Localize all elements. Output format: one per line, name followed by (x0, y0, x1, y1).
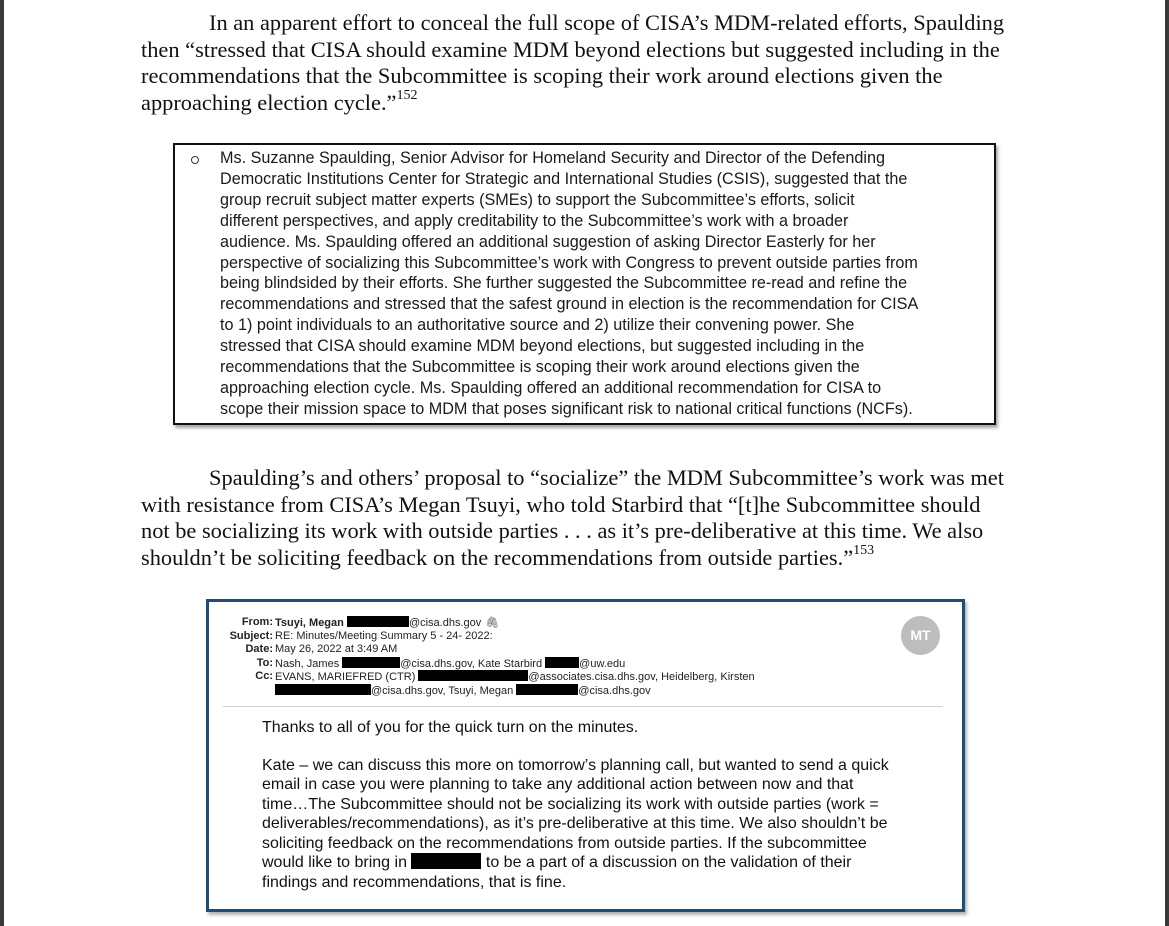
body-paragraph-1 (141, 10, 1031, 116)
excerpt-line: perspective of socializing this Subcommittee’s work with Congress to prevent outside parties from (220, 253, 918, 272)
to-label: To: (256, 656, 273, 669)
redaction-bar (275, 684, 371, 695)
to-value (275, 657, 625, 672)
paragraph-line-text: approaching election cycle.” (141, 89, 397, 115)
cc-value (275, 670, 755, 685)
email-body-text: would like to bring in (262, 854, 407, 871)
email-body-line: email in case you were planning to take any additional action between now and that (262, 776, 854, 793)
email-body-spacer (262, 738, 952, 756)
excerpt-line: being blindsided by their efforts. She further suggested the Subcommittee re-read and refine the (220, 274, 908, 293)
footnote-152[interactable]: 152 (396, 88, 418, 104)
from-value (275, 616, 499, 631)
paperclip-icon: 🖇 (485, 617, 500, 629)
email-body-line: soliciting feedback on the recommendations from outside parties. If the subcommittee (262, 834, 867, 852)
cc-recipient-domain: @cisa.dhs.gov, (371, 684, 446, 697)
email-subject-row (209, 630, 769, 644)
email-header (209, 616, 769, 698)
date-label: Date: (245, 643, 273, 656)
email-body-line (262, 853, 952, 873)
minutes-excerpt-text (220, 148, 988, 420)
paragraph-line: Spaulding’s and others’ proposal to “socialize” the MDM Subcommittee’s work was met (209, 465, 1004, 490)
email-cc-row-continued (209, 684, 769, 698)
email-body-text: to be a part of a discussion on the validation of their (485, 854, 852, 871)
email-body-line: Thanks to all of you for the quick turn on the minutes. (262, 719, 639, 736)
subject-value: RE: Minutes/Meeting Summary 5 - 24- 2022: (275, 629, 493, 642)
header-divider (223, 706, 943, 707)
cc-recipient-domain: @associates.cisa.dhs.gov, (528, 671, 658, 684)
excerpt-line: approaching election cycle. Ms. Spaulding offered an additional recommendation for CISA to (220, 378, 882, 397)
cc-recipient-name[interactable]: EVANS, MARIEFRED (CTR) (275, 671, 416, 684)
paragraph-line: with resistance from CISA’s Megan Tsuyi, who told Starbird that “[t]he Subcommittee should (141, 491, 981, 517)
email-body-line: findings and recommendations, that is fine. (262, 873, 567, 891)
from-label: From: (241, 616, 273, 628)
paragraph-line: recommendations that the Subcommittee is scoping their work around elections given the (141, 63, 943, 88)
cc-label: Cc: (255, 670, 273, 683)
paragraph-line: not be socializing its work with outside parties . . . as it’s pre-deliberative at this time. We also (141, 518, 984, 543)
email-to-row (209, 657, 769, 671)
redaction-bar (411, 853, 481, 869)
email-body-line: Kate – we can discuss this more on tomorrow’s planning call, but wanted to send a quick (262, 756, 889, 774)
page-edge-right (1165, 0, 1169, 926)
cc-recipient-name[interactable]: Tsuyi, Megan (448, 684, 514, 697)
excerpt-line: recommendations that the Subcommittee is scoping their work around elections given the (220, 358, 860, 377)
email-screenshot (206, 599, 965, 912)
from-name[interactable]: Tsuyi, Megan (275, 617, 344, 629)
hollow-circle-bullet-icon (191, 156, 199, 164)
excerpt-line: different perspectives, and apply creditability to the Subcommittee’s work with a broader (220, 211, 849, 230)
redaction-bar (347, 616, 409, 627)
excerpt-line: scope their mission space to MDM that poses significant risk to national critical functions (NCFs). (220, 399, 913, 418)
redaction-bar (545, 657, 579, 668)
to-recipient-name[interactable]: Nash, James (275, 657, 340, 670)
date-value: May 26, 2022 at 3:49 AM (275, 643, 398, 656)
paragraph-line (141, 90, 1031, 117)
email-from-row (209, 616, 769, 630)
excerpt-line: Ms. Suzanne Spaulding, Senior Advisor for Homeland Security and Director of the Defending (220, 149, 885, 167)
email-date-row (209, 643, 769, 657)
subject-label: Subject: (229, 629, 273, 642)
email-body-line: time…The Subcommittee should not be socializing its work with outside parties (work = (262, 795, 879, 813)
excerpt-line: group recruit subject matter experts (SMEs) to support the Subcommittee’s efforts, solicit (220, 190, 855, 209)
excerpt-line: to 1) point individuals to an authoritative source and 2) utilize their convening power. She (220, 316, 855, 335)
to-recipient-domain: @uw.edu (579, 657, 626, 670)
excerpt-line: audience. Ms. Spaulding offered an additional suggestion of asking Director Easterly for her (220, 232, 876, 251)
page-edge-left (0, 0, 4, 926)
email-cc-row (209, 670, 769, 684)
redaction-bar (418, 670, 528, 681)
body-paragraph-2 (141, 465, 1031, 571)
cc-recipient-domain: @cisa.dhs.gov (578, 684, 651, 697)
email-body (262, 718, 952, 892)
cc-value-continued (275, 684, 651, 699)
redaction-bar (342, 657, 400, 668)
paragraph-line: then “stressed that CISA should examine MDM beyond elections but suggested including in the (141, 36, 1000, 62)
from-domain: @cisa.dhs.gov (408, 617, 482, 629)
footnote-153[interactable]: 153 (853, 543, 875, 559)
paragraph-line-text: shouldn’t be soliciting feedback on the recommendations from outside parties.” (141, 544, 854, 570)
excerpt-line: Democratic Institutions Center for Strategic and International Studies (CSIS), suggested that the (220, 169, 908, 188)
excerpt-line: stressed that CISA should examine MDM beyond elections, but suggested including in the (220, 337, 865, 356)
sender-avatar[interactable]: MT (901, 616, 940, 655)
redaction-bar (516, 684, 578, 695)
paragraph-line: In an apparent effort to conceal the full scope of CISA’s MDM-related efforts, Spaulding (209, 10, 1005, 35)
email-body-line: deliverables/recommendations), as it’s pre-deliberative at this time. We also shouldn’t be (262, 815, 888, 832)
cc-recipient-name[interactable]: Heidelberg, Kirsten (661, 671, 755, 684)
paragraph-line (141, 545, 1031, 572)
excerpt-line: recommendations and stressed that the safest ground in election is the recommendation for CISA (220, 295, 919, 314)
to-recipient-domain: @cisa.dhs.gov, (400, 657, 475, 670)
minutes-excerpt-box (173, 143, 996, 425)
to-recipient-name[interactable]: Kate Starbird (477, 657, 543, 670)
